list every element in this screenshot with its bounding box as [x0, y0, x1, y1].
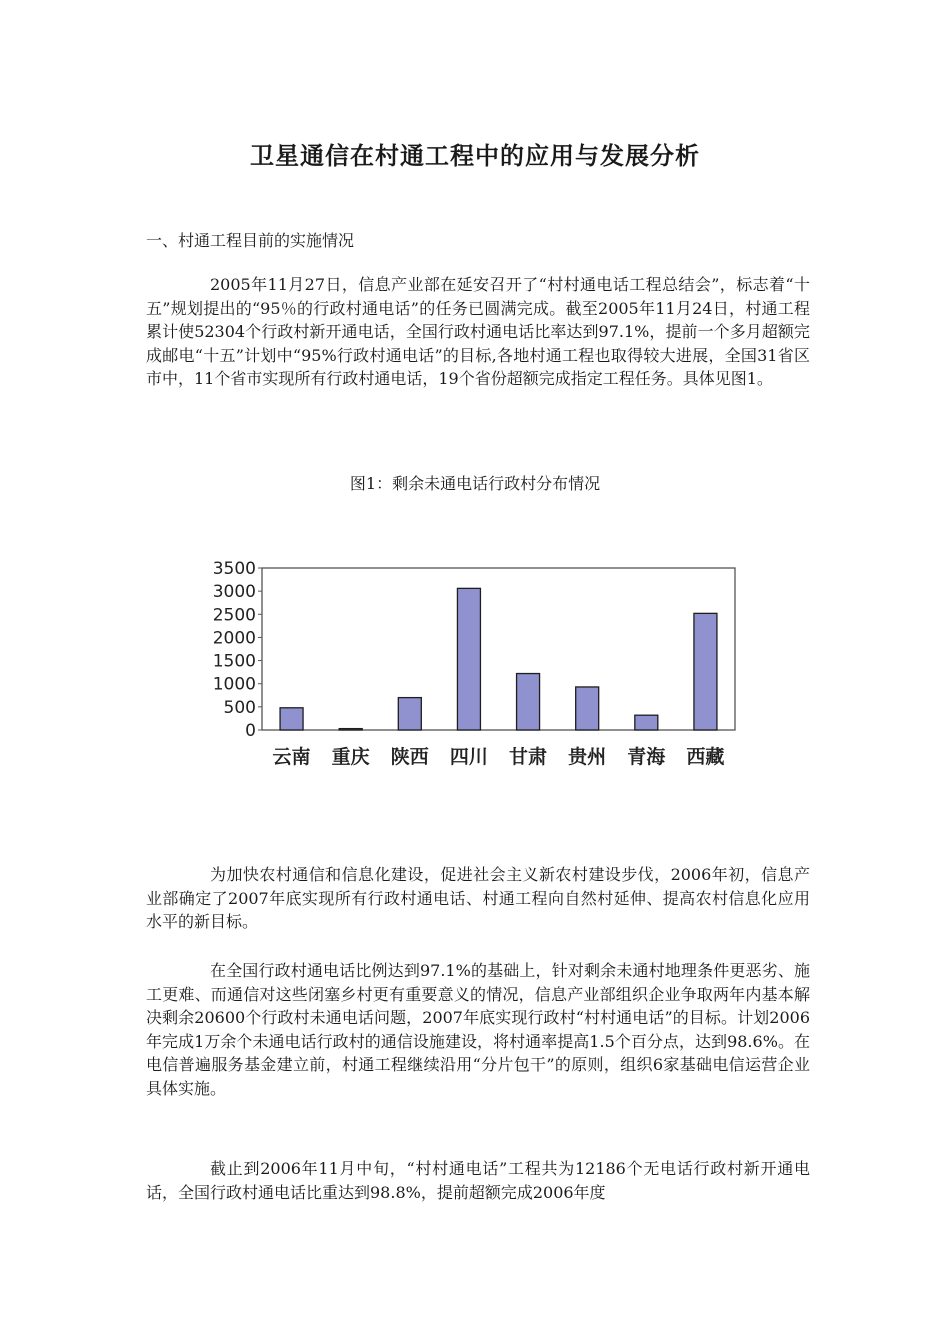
paragraph-3: 在全国行政村通电话比例达到97.1%的基础上，针对剩余未通村地理条件更恶劣、施工更难、而通信对这些闭塞乡村更有重要意义的情况，信息产业部组织企业争取两年内基本解决剩余20600个行政村未通电话问题，2007年底实现行政村“村村通电话”的目标。计划2006年完成1万余个未通电话行政村的通信设施建设，将村通率提高1.5个百分点，达到98.6%。在电信普遍服务基金建立前，村通工程继续沿用“分片包干”的原则，组织6家基础电信运营企业具体实施。: [146, 961, 810, 1098]
bar: [635, 715, 658, 730]
y-tick-label: 500: [223, 697, 256, 718]
paragraph-2: 为加快农村通信和信息化建设，促进社会主义新农村建设步伐，2006年初，信息产业部确定了2007年底实现所有行政村通电话、村通工程向自然村延伸、提高农村信息化应用水平的新目标。: [146, 865, 810, 932]
y-tick-label: 3500: [212, 559, 256, 579]
y-tick-label: 2500: [212, 605, 256, 626]
figure-caption: 图1：剩余未通电话行政村分布情况: [349, 474, 601, 493]
x-tick-label: 四川: [449, 746, 488, 768]
x-tick-label: 甘肃: [509, 746, 548, 768]
x-tick-label: 西藏: [686, 746, 725, 768]
y-tick-label: 3000: [212, 582, 256, 603]
y-tick-label: 0: [245, 721, 256, 741]
bar: [280, 708, 303, 730]
y-tick-label: 2000: [212, 628, 256, 649]
x-tick-label: 云南: [272, 746, 311, 768]
document-title: 卫星通信在村通工程中的应用与发展分析: [250, 142, 700, 170]
x-tick-label: 青海: [627, 746, 666, 768]
bar: [694, 613, 717, 730]
x-tick-label: 贵州: [568, 746, 607, 768]
x-tick-label: 陕西: [390, 746, 429, 768]
bar: [517, 674, 540, 730]
bar: [398, 698, 421, 730]
paragraph-1: 2005年11月27日，信息产业部在延安召开了“村村通电话工程总结会”，标志着“十五”规划提出的“95％的行政村通电话”的任务已圆满完成。截至2005年11月24日，村通工程累计使52304个行政村新开通电话，全国行政村通电话比率达到97.1%，提前一个多月超额完成邮电“十五”计划中“95%行政村通电话”的目标,各地村通工程也取得较大进展，全国31省区市中，11个省市实现所有行政村通电话，19个省份超额完成指定工程任务。具体见图1。: [146, 275, 810, 389]
y-tick-label: 1500: [212, 651, 256, 672]
bar: [339, 729, 362, 730]
paragraph-4: 截止到2006年11月中旬，“村村通电话”工程共为12186个无电话行政村新开通电话，全国行政村通电话比重达到98.8%，提前超额完成2006年度: [146, 1159, 810, 1202]
bar-chart: [205, 555, 750, 780]
x-tick-label: 重庆: [331, 746, 370, 768]
bar: [457, 588, 480, 730]
plot-frame: [262, 568, 735, 730]
bar: [576, 687, 599, 730]
y-tick-label: 1000: [212, 674, 256, 695]
section-heading: 一、村通工程目前的实施情况: [146, 231, 355, 250]
